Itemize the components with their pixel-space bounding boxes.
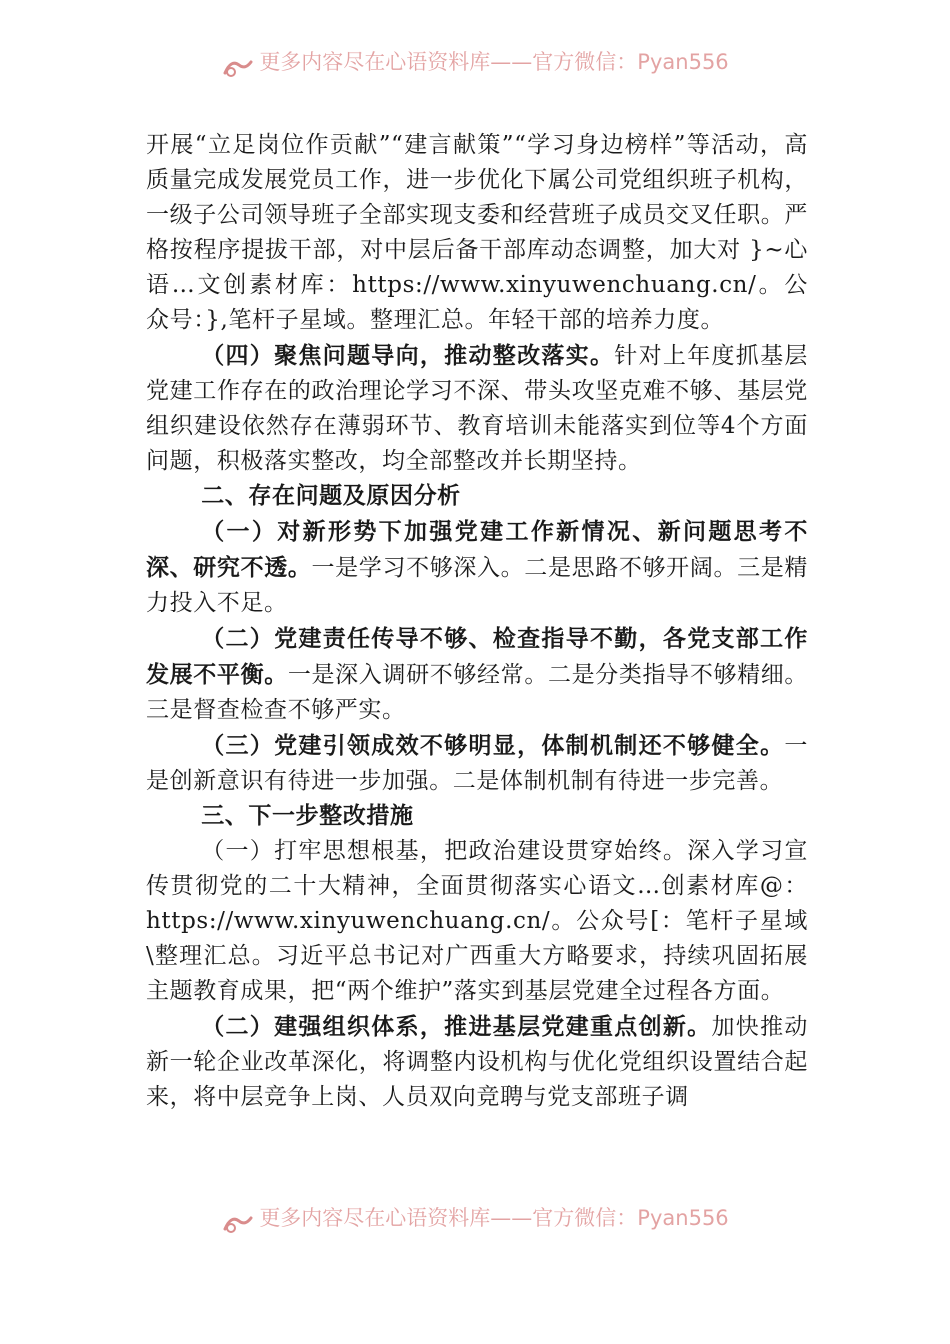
brand-logo-icon (221, 1213, 255, 1235)
paragraph-text: 一是学习不够深入。二是思路不够开阔。三是精力投入不足。 (146, 555, 808, 616)
paragraph (146, 338, 808, 479)
paragraph-lead: （三）党建引领成效不够明显，体制机制还不够健全。 (201, 732, 785, 759)
paragraph (146, 1009, 808, 1115)
paragraph (146, 621, 808, 728)
paragraph: 开展“立足岗位作贡献”“建言献策”“学习身边榜样”等活动，高质量完成发展党员工作，进一步优化下属公司党组织班子机构，一级子公司领导班子全部实现支委和经营班子成员交叉任职。严格按程序提拔干部，对中层后备干部库动态调整，加大对 }~心语…文创素材库：https://www.xinyuwenchuang.cn/。公众号：},笔杆子星域。整理汇总。年轻干部的培养力度。 (146, 132, 808, 333)
watermark-text: 更多内容尽在心语资料库——官方微信：Pyan556 (259, 50, 729, 74)
paragraph-text: 加快推动新一轮企业改革深化，将调整内设机构与优化党组织设置结合起来，将中层竞争上岗、人员双向竞聘与党支部班子调 (146, 1014, 808, 1110)
watermark-header (0, 50, 950, 86)
brand-logo-icon (221, 57, 255, 79)
paragraph (146, 514, 808, 621)
paragraph: （一）打牢思想根基，把政治建设贯穿始终。深入学习宣传贯彻党的二十大精神，全面贯彻落实心语文…创素材库@：https://www.xinyuwenchuang.cn/。公众号[：笔杆子星域\整理汇总。习近平总书记对广西重大方略要求，持续巩固拓展主题教育成果，把“两个维护”落实到基层党建全过程各方面。 (146, 838, 808, 1004)
paragraph-text: 针对上年度抓基层党建工作存在的政治理论学习不深、带头攻坚克难不够、基层党组织建设依然存在薄弱环节、教育培训未能落实到位等4个方面问题，积极落实整改，均全部整改并长期坚持。 (146, 343, 808, 474)
watermark-footer (0, 1206, 950, 1242)
paragraph-lead: （二）党建责任传导不够、检查指导不勤，各党支部工作发展不平衡。 (146, 625, 808, 688)
paragraph-text: 一是深入调研不够经常。二是分类指导不够精细。三是督查检查不够严实。 (146, 662, 808, 723)
paragraph-text: 一是创新意识有待进一步加强。二是体制机制有待进一步完善。 (146, 733, 808, 794)
watermark-text: 更多内容尽在心语资料库——官方微信：Pyan556 (259, 1206, 729, 1230)
section-heading: 二、存在问题及原因分析 (201, 483, 461, 509)
document-body (146, 128, 808, 1115)
paragraph-lead: （一）对新形势下加强党建工作新情况、新问题思考不深、研究不透。 (146, 518, 808, 581)
paragraph-lead: （四）聚焦问题导向，推动整改落实。 (201, 342, 615, 369)
paragraph (146, 728, 808, 799)
section-heading: 三、下一步整改措施 (201, 803, 414, 829)
paragraph-lead: （二）建强组织体系，推进基层党建重点创新。 (201, 1013, 712, 1040)
